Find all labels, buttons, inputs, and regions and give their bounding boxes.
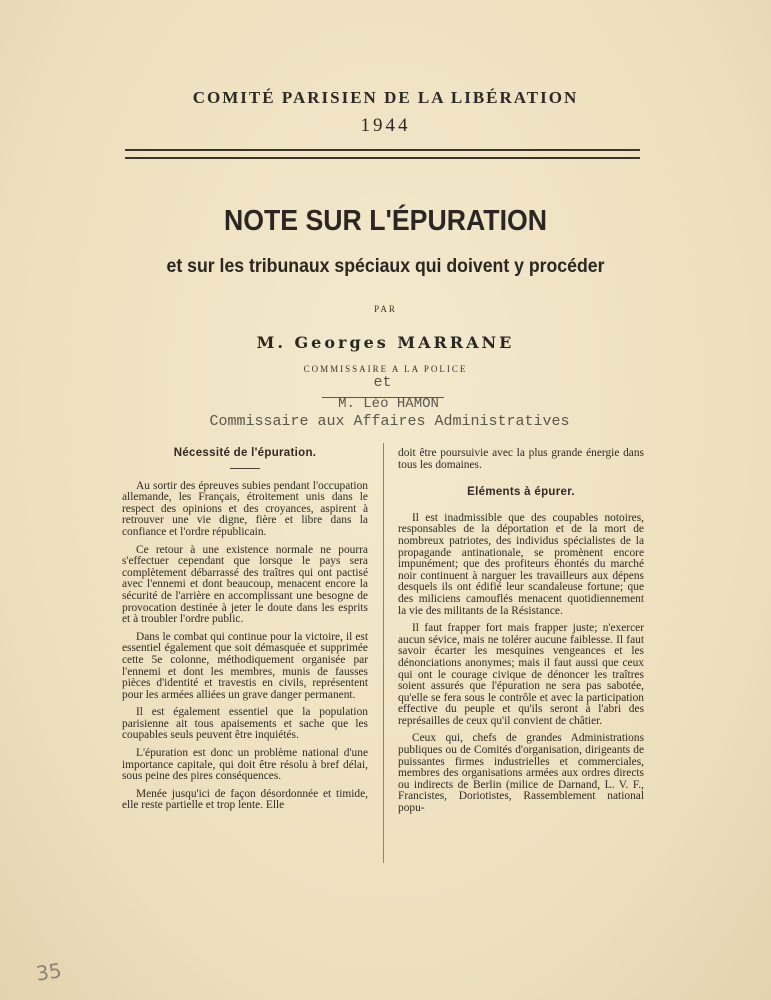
pencil-page-number: 35: [34, 958, 63, 986]
heading-rule: [230, 468, 260, 469]
by-label: PAR: [374, 304, 397, 314]
paragraph: Il est inadmissible que des coupables notoires, responsables de la déportation et de la mort de nombreux patriotes, des individus spécialistes de la propagande antinationale, se promènent encore impunément; que des profiteurs éhontés du marché noir continuent à narguer les travailleurs aux dépens desquels ils ont édifié leur scandaleuse fortune; que des miliciens camouflés menacent quotidiennement la vie des militants de la Résistance.: [398, 511, 644, 617]
paragraph: Au sortir des épreuves subies pendant l'occupation allemande, les Français, étroitement unis dans le respect des opinions et des croyances, aspirent à retrouver une vie digne, fière et libre dans la confiance et l'ordre républicain.: [122, 479, 368, 538]
typed-conjunction: et: [373, 374, 392, 391]
paragraph-continuation: doit être poursuivie avec la plus grande énergie dans tous les domaines.: [398, 447, 644, 471]
paragraph: Ce retour à une existence normale ne pourra s'effectuer cependant que lorsque le pays sera complètement débarrassé des traîtres qui ont pactisé avec l'ennemi et dont beaucoup, menacent encore la sécurité de l'arrière en accomplissant une besogne de provocation destinée à jeter le doute dans les esprits et à troubler l'ordre public.: [122, 543, 368, 626]
typed-second-author-role: Commissaire aux Affaires Administratives: [209, 413, 570, 430]
author-name: M. Georges MARRANE: [256, 333, 515, 352]
column-divider: [383, 443, 384, 863]
right-column: [398, 448, 644, 821]
left-column: [122, 448, 368, 818]
section-heading-necessite: Nécessité de l'épuration.: [173, 447, 317, 459]
paragraph: Ceux qui, chefs de grandes Administrations publiques ou de Comités d'organisation, dirigeants de puissantes firmes industrielles et commerciales, membres des organisations armées aux ordres directs ou indirects de Berlin (milice de Darnand, L. V. F., Francistes, Doriotistes, Rassemblement national popu-: [398, 732, 644, 815]
paragraph: Il est également essentiel que la population parisienne ait tous apaisements et sache que les coupables seuls peuvent être inquiétés.: [122, 706, 368, 742]
document-subtitle: et sur les tribunaux spéciaux qui doivent y procéder: [166, 256, 605, 277]
paragraph: Menée jusqu'ici de façon désordonnée et timide, elle reste partielle et trop lente. Elle: [122, 787, 368, 812]
author-role: COMMISSAIRE A LA POLICE: [303, 364, 468, 374]
section-heading-elements: Eléments à épurer.: [467, 486, 575, 499]
paragraph: Dans le combat qui continue pour la victoire, il est essentiel également que soit démasquée et supprimée cette 5e colonne, méthodiquement organisée par l'ennemi et dont les membres, munis de fausses pièces d'identité et travestis en civils, représentent pour les armées alliées un grave danger permanent.: [122, 630, 368, 701]
header-double-rule: [125, 149, 640, 159]
document-title: NOTE SUR L'ÉPURATION: [223, 205, 548, 237]
paragraph: Il faut frapper fort mais frapper juste; n'exercer aucun sévice, mais ne tolérer aucune faiblesse. Il faut savoir écarter les mesquines vengeances et les dénonciations anonymes; mais il faut aussi que ceux qui ont le courage civique de dénoncer les traîtres soient assurés que l'épuration ne sera pas sabotée, qu'elle se fera sous le contrôle et avec la participation effective du peuple et qu'ils seront à l'abri des représailles de ceux qu'il convient de châtier.: [398, 622, 644, 727]
typed-second-author-name: M. Léo HAMON: [338, 396, 439, 412]
paragraph: L'épuration est donc un problème national d'une importance capitale, qui doit être résolu à bref délai, sous peine des pires conséquences.: [122, 747, 368, 783]
header-year: 1944: [360, 115, 411, 136]
header-organization: COMITÉ PARISIEN DE LA LIBÉRATION: [192, 88, 579, 107]
